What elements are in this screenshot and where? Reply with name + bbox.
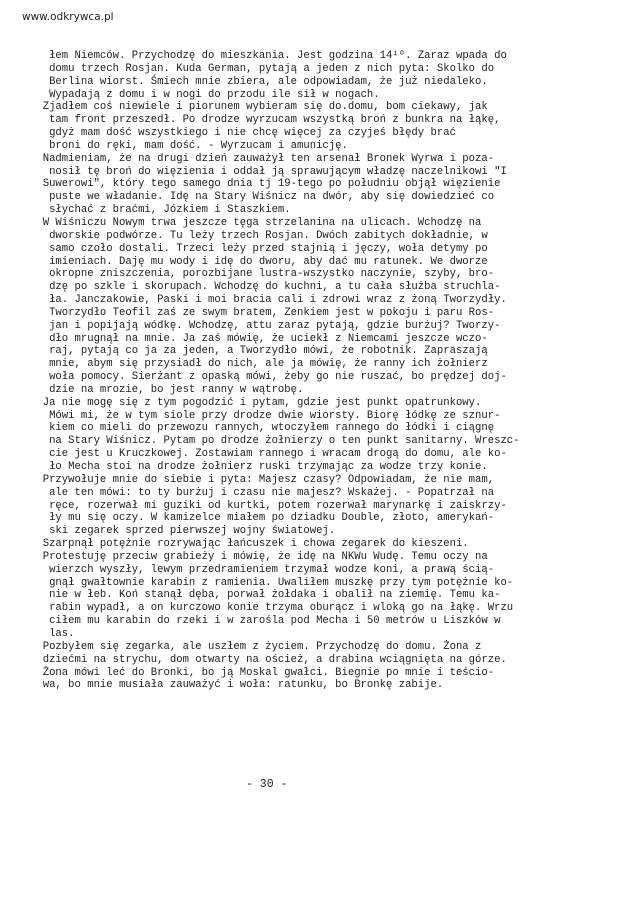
- text-line: ale ten mówi: to ty burżuj i czasu nie majesz? Wskażej. - Popatrzał na: [30, 486, 495, 499]
- text-line: okropne zniszczenia, porozbijane lustra-wszystko naczynie, szyby, bro-: [30, 268, 495, 281]
- text-line: ciłem mu karabin do rzeki i w zarośla pod Mecha i 50 metrów u Liszków w: [30, 615, 501, 628]
- text-line: wa, bo mnie musiała zauważyć i woła: ratunku, bo Bronkę zabije.: [30, 679, 444, 692]
- text-line: Nadmieniam, że na drugi dzień zauważył ten arsenał Bronek Wyrwa i poza-: [30, 152, 495, 165]
- text-line: ręce, rozerwał mi guziki od kurtki, potem rozerwał marynarkę i zaiskrzy-: [30, 499, 507, 512]
- watermark: www.odkrywca.pl: [22, 11, 114, 23]
- text-line: Przywołuje mnie do siebie i pyta: Majesz czasy? Odpowiadam, że nie mam,: [30, 473, 495, 486]
- text-line: imieniach. Daję mu wody i idę do dworu, aby dać mu ratunek. We dworze: [30, 255, 488, 268]
- text-line: dziećmi na strychu, dom otwarty na oścież, a drabina wciągnięta na górze.: [30, 653, 507, 666]
- text-line: cie jest u Kruczkowej. Zostawiam rannego i wracam drogą do domu, ale ko-: [30, 448, 507, 461]
- text-line: łem Niemców. Przychodzę do mieszkania. Jest godzina 14¹⁰. Zaraz wpada do: [30, 50, 507, 62]
- text-line: Pozbyłem się zegarka, ale uszłem z życiem. Przychodzę do domu. Żona z: [30, 640, 482, 653]
- text-line: rabin wypadł, a on kurczowo konie trzyma oburącz i wloką go na łąkę. Wrzu: [30, 602, 514, 615]
- text-line: Berlina wiorst. Śmiech mnie zbiera, ale odpowiadam, że już niedaleko.: [30, 75, 488, 88]
- text-line: gdyż mam dość wszystkiego i nie chcę więcej za czyjeś błędy brać: [30, 127, 456, 140]
- text-line: dło mrugnął na mnie. Ja zaś mówię, że uciekł z Niemcami jeszcze wczo-: [30, 332, 488, 345]
- text-line: Mówi mi, że w tym siole przy drodze dwie wiorsty. Biorę łódkę ze sznur-: [30, 409, 501, 422]
- text-line: Suwerowi", który tego samego dnia tj 19-tego po południu objął więzienie: [30, 178, 501, 191]
- text-line: woła pomocy. Sierżant z opaską mówi, żeby go nie ruszać, bo prędzej doj-: [30, 371, 507, 384]
- text-line: domu trzech Rosjan. Kuda German, pytają a jeden z nich pyta: Skolko do: [30, 62, 495, 75]
- text-line: Ja nie mogę się z tym pogodzić i pytam, gdzie jest punkt opatrunkowy.: [30, 396, 482, 409]
- text-line: dzę po szkle i skorupach. Wchodzę do kuchni, a tu cała służba struchla-: [30, 281, 501, 294]
- text-line: kiem co mieli do przewozu rannych, wtoczyłem rannego do łódki i ciągnę: [30, 422, 495, 435]
- text-line: Tworzydło Teofil zaś ze swym bratem, Zenkiem jest w pokoju i paru Ros-: [30, 306, 495, 319]
- text-line: dzie na mrozie, bo jest ranny w wątrobę.: [30, 383, 304, 396]
- text-line: Protestuję przeciw grabieży i mówię, że idę na NKWu Wudę. Temu oczy na: [30, 550, 488, 563]
- text-line: ski zegarek sprzed pierwszej wojny światowej.: [30, 525, 336, 538]
- text-line: samo czoło dostali. Trzeci leży przed stajnią i jęczy, woła detymy po: [30, 242, 488, 255]
- text-line: gnął gwałtownie karabin z ramienia. Uwaliłem muszkę przy tym potężnie ko-: [30, 576, 514, 589]
- text-line: W Wiśniczu Nowym trwa jeszcze tęga strzelanina na ulicach. Wchodzę na: [30, 216, 482, 229]
- text-line: las.: [30, 627, 75, 640]
- text-line: Szarpnął potężnie rozrywając łańcuszek i chowa zegarek do kieszeni.: [30, 538, 469, 551]
- text-line: nie w łeb. Koń stanął dęba, porwał żołdaka i obalił na ziemię. Temu ka-: [30, 589, 501, 602]
- text-line: jan i popijają wódkę. Wchodzę, attu zaraz pytają, gdzie burżuj? Tworzy-: [30, 319, 501, 332]
- text-line: Zjadłem coś niewiele i piorunem wybieram się do.domu, bom ciekawy, jak: [30, 101, 488, 114]
- text-line: puste we władanie. Idę na Stary Wiśnicz na dwór, aby się dowiedzieć co: [30, 191, 495, 204]
- text-line: wierzch wyszły, lewym przedramieniem trzymał wodze koni, a prawą ścią-: [30, 563, 495, 576]
- page-number: - 30 -: [246, 778, 288, 791]
- text-line: słychać z braćmi, Józkiem i Staszkiem.: [30, 204, 291, 217]
- text-line: ło Mecha stoi na drodze żołnierz ruski trzymając za wodze trzy konie.: [30, 461, 488, 473]
- text-line: broni do ręki, mam dość. - Wyrzucam i amunicję.: [30, 139, 348, 152]
- text-line: Żona mówi leć do Bronki, bo ją Moskal gwałci. Biegnie po mnie i teścio-: [30, 666, 495, 679]
- text-line: ły mu się oczy. W kamizelce miałem po dziadku Double, złoto, amerykań-: [30, 512, 495, 525]
- text-line: mnie, abym się przysiadł do nich, ale ja mówię, że ranny ich żołnierz: [30, 358, 488, 371]
- document-text: [30, 50, 630, 692]
- text-line: tam front przeszedł. Po drodze wyrzucam wszystką broń z bunkra na łąkę,: [30, 114, 501, 127]
- text-line: dworskie podwórze. Tu leży trzech Rosjan. Dwóch zabitych dokładnie, w: [30, 229, 488, 242]
- text-line: ła. Janczakowie, Paski i moi bracia cali i zdrowi wraz z żoną Tworzydły.: [30, 294, 507, 307]
- text-line: na Stary Wiśnicz. Pytam po drodze żołnierzy o ten punkt sanitarny. Wreszc-: [30, 435, 520, 448]
- text-line: nosił tę broń do więzienia i oddał ją sprawującym władzę naczelnikowi "I: [30, 165, 507, 178]
- text-line: raj, pytają co ja za jeden, a Tworzydło mówi, że robotnik. Zapraszają: [30, 345, 488, 358]
- text-line: Wypadają z domu i w nogi do przodu ile sił w nogach.: [30, 88, 380, 101]
